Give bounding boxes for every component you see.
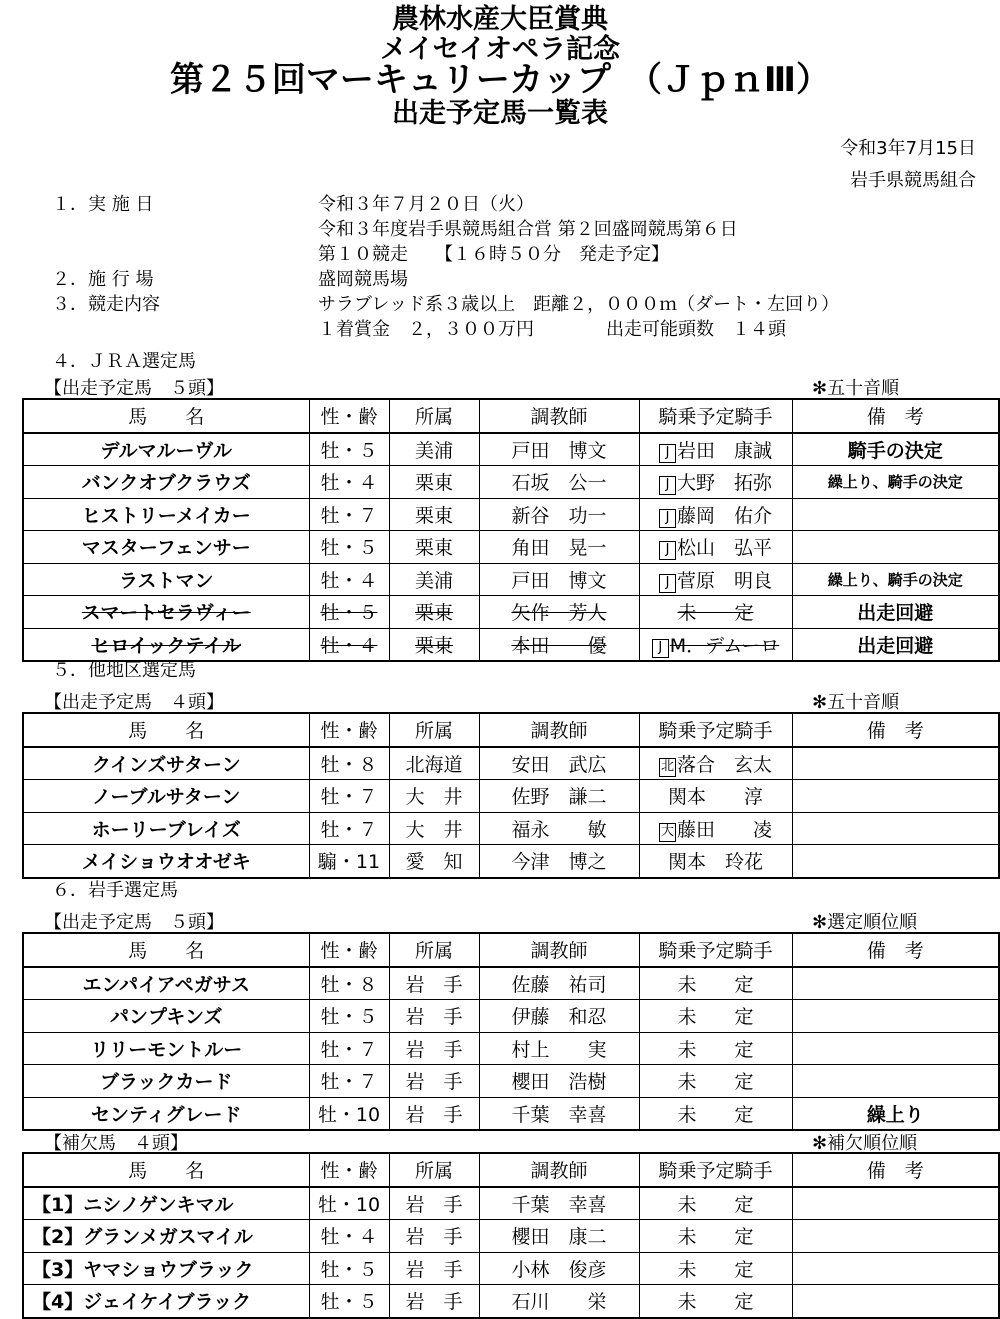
jockey-name: 関本 淳 (667, 786, 763, 809)
remarks: 繰上り (792, 1097, 999, 1130)
jockey-affiliation-badge: J (652, 639, 669, 658)
sex-age: 牡・５ (309, 1252, 389, 1285)
sort-order-note: ✻五十音順 (812, 378, 900, 399)
remarks (792, 1000, 999, 1033)
jockey (639, 812, 792, 845)
column-header: 騎乗予定騎手 (639, 933, 792, 967)
affiliation: 岩 手 (389, 967, 479, 1000)
section-subtitle: 【補欠馬 ４頭】 (44, 1133, 188, 1154)
table-row (23, 1032, 999, 1065)
column-header: 性・齢 (309, 399, 389, 433)
table-row (23, 563, 999, 596)
horse-name: パンプキンズ (23, 1000, 309, 1033)
award-title: 農林水産大臣賞典 (392, 4, 608, 35)
column-header: 所属 (389, 713, 479, 747)
trainer: 櫻田 浩樹 (479, 1065, 639, 1098)
affiliation: 美浦 (389, 433, 479, 466)
column-header: 調教師 (479, 399, 639, 433)
jockey-name: 未 定 (677, 1193, 754, 1216)
column-header: 所属 (389, 1153, 479, 1187)
sex-age: 牡・５ (309, 433, 389, 466)
table-row (23, 1065, 999, 1098)
sex-age: 牡・10 (309, 1187, 389, 1220)
horse-name: ホーリーブレイズ (23, 812, 309, 845)
jockey-name: 未 定 (677, 602, 754, 625)
jockey-affiliation-badge: 大 (659, 823, 676, 842)
jockey (639, 747, 792, 780)
jockey (639, 967, 792, 1000)
jockey (639, 780, 792, 813)
remarks (792, 1032, 999, 1065)
column-header: 所属 (389, 399, 479, 433)
sex-age: 牡・４ (309, 628, 389, 661)
sex-age: 牡・７ (309, 780, 389, 813)
jockey-name: 未 定 (677, 1258, 754, 1281)
jockey-name: 未 定 (677, 1291, 754, 1314)
trainer: 戸田 博文 (479, 563, 639, 596)
sex-age: 牡・４ (309, 466, 389, 499)
jockey-name: 藤田 凌 (676, 818, 772, 841)
sex-age: 牡・４ (309, 1220, 389, 1253)
info-venue: 盛岡競馬場 (318, 269, 408, 290)
horse-name: 【1】ニシノゲンキマル (23, 1187, 309, 1220)
jockey (639, 531, 792, 564)
column-header: 備 考 (792, 399, 999, 433)
trainer: 新谷 功一 (479, 498, 639, 531)
jockey-name: 菅原 明良 (676, 569, 772, 592)
trainer: 千葉 幸喜 (479, 1097, 639, 1130)
horse-name: ノーブルサターン (23, 780, 309, 813)
jockey-affiliation-badge: J (659, 476, 676, 495)
affiliation: 岩 手 (389, 1032, 479, 1065)
jockey-affiliation-badge: J (659, 509, 676, 528)
remarks (792, 1220, 999, 1253)
remarks (792, 967, 999, 1000)
memorial-title: メイセイオペラ記念 (379, 34, 621, 65)
horse-name: スマートセラヴィー (23, 596, 309, 629)
column-header: 馬 名 (23, 399, 309, 433)
column-header: 所属 (389, 933, 479, 967)
horse-name: ヒストリーメイカー (23, 498, 309, 531)
trainer: 矢作 芳人 (479, 596, 639, 629)
trainer: 櫻田 康二 (479, 1220, 639, 1253)
jockey (639, 628, 792, 661)
table-row (23, 1252, 999, 1285)
jockey (639, 1220, 792, 1253)
affiliation: 栗東 (389, 466, 479, 499)
remarks (792, 498, 999, 531)
table-row (23, 596, 999, 629)
entry-table (22, 398, 1000, 662)
remarks: 繰上り、騎手の決定 (792, 563, 999, 596)
affiliation: 北海道 (389, 747, 479, 780)
sex-age: 牡・５ (309, 531, 389, 564)
entry-table (22, 1152, 1000, 1319)
trainer: 角田 晃一 (479, 531, 639, 564)
section-subtitle: 【出走予定馬 ５頭】 (44, 378, 224, 399)
jockey-name: 岩田 康誠 (676, 439, 772, 462)
trainer: 石川 栄 (479, 1285, 639, 1318)
remarks (792, 531, 999, 564)
horse-name: リリーモントルー (23, 1032, 309, 1065)
affiliation: 大 井 (389, 812, 479, 845)
remarks (792, 1252, 999, 1285)
jockey-affiliation-badge: J (659, 541, 676, 560)
jockey-name: 大野 拓弥 (676, 472, 772, 495)
table-header-row (23, 399, 999, 433)
remarks: 出走回避 (792, 596, 999, 629)
section-subtitle: 【出走予定馬 ４頭】 (44, 692, 224, 713)
jockey-name: 関本 玲花 (667, 851, 763, 874)
jockey-name: 落合 玄太 (676, 753, 772, 776)
horse-name: クインズサターン (23, 747, 309, 780)
list-title: 出走予定馬一覧表 (392, 98, 608, 129)
info-race-line2: １着賞金 ２，３００万円 出走可能頭数 １４頭 (318, 319, 786, 340)
remarks (792, 780, 999, 813)
trainer: 村上 実 (479, 1032, 639, 1065)
info-date-line1: 令和３年７月２０日（火） (318, 194, 534, 215)
table-row (23, 1187, 999, 1220)
horse-name: 【3】ヤマショウブラック (23, 1252, 309, 1285)
table-row (23, 967, 999, 1000)
sex-age: 牡・４ (309, 563, 389, 596)
table-row (23, 747, 999, 780)
jockey-name: 未 定 (677, 1103, 754, 1126)
affiliation: 岩 手 (389, 1000, 479, 1033)
jockey (639, 1032, 792, 1065)
jockey-affiliation-badge: J (659, 574, 676, 593)
jockey (639, 1097, 792, 1130)
info-label-date: １．実 施 日 (52, 194, 154, 215)
affiliation: 岩 手 (389, 1065, 479, 1098)
jockey (639, 433, 792, 466)
table-row (23, 1000, 999, 1033)
column-header: 備 考 (792, 1153, 999, 1187)
horse-name: マスターフェンサー (23, 531, 309, 564)
affiliation: 岩 手 (389, 1187, 479, 1220)
trainer: 石坂 公一 (479, 466, 639, 499)
jockey-name: 未 定 (677, 1006, 754, 1029)
trainer: 伊藤 和忍 (479, 1000, 639, 1033)
affiliation: 岩 手 (389, 1285, 479, 1318)
info-date-line2: 令和３年度岩手県競馬組合営 第２回盛岡競馬第６日 (318, 219, 738, 240)
trainer: 千葉 幸喜 (479, 1187, 639, 1220)
column-header: 調教師 (479, 933, 639, 967)
section-title: ６．岩手選定馬 (52, 880, 178, 901)
trainer: 佐野 謙二 (479, 780, 639, 813)
trainer: 福永 敏 (479, 812, 639, 845)
jockey-affiliation-badge: 北 (659, 758, 676, 777)
table-row (23, 466, 999, 499)
affiliation: 美浦 (389, 563, 479, 596)
remarks (792, 1187, 999, 1220)
jockey-name: 未 定 (677, 973, 754, 996)
jockey (639, 845, 792, 878)
sex-age: 牡・７ (309, 812, 389, 845)
sex-age: 牡・５ (309, 1000, 389, 1033)
remarks (792, 747, 999, 780)
column-header: 調教師 (479, 1153, 639, 1187)
jockey-name: 未 定 (677, 1071, 754, 1094)
sort-order-note: ✻補欠順位順 (812, 1133, 918, 1154)
jockey (639, 596, 792, 629)
trainer: 本田 優 (479, 628, 639, 661)
organization: 岩手県競馬組合 (850, 170, 976, 191)
column-header: 騎乗予定騎手 (639, 1153, 792, 1187)
remarks (792, 845, 999, 878)
jockey (639, 1065, 792, 1098)
race-title: 第２５回マーキュリーカップ （ＪｐｎⅢ） (169, 60, 831, 100)
trainer: 安田 武広 (479, 747, 639, 780)
jockey-name: M．デムーロ (669, 634, 780, 657)
jockey (639, 563, 792, 596)
section-subtitle: 【出走予定馬 ５頭】 (44, 912, 224, 933)
column-header: 性・齢 (309, 933, 389, 967)
info-race-line1: サラブレッド系３歳以上 距離２，０００ｍ（ダート・左回り） (318, 294, 840, 315)
jockey-name: 未 定 (677, 1038, 754, 1061)
table-row (23, 812, 999, 845)
horse-name: バンクオブクラウズ (23, 466, 309, 499)
table-header-row (23, 1153, 999, 1187)
column-header: 馬 名 (23, 713, 309, 747)
entry-table (22, 712, 1000, 879)
column-header: 備 考 (792, 933, 999, 967)
table-row (23, 1097, 999, 1130)
affiliation: 栗東 (389, 531, 479, 564)
entry-table (22, 932, 1000, 1131)
trainer: 小林 俊彦 (479, 1252, 639, 1285)
table-header-row (23, 713, 999, 747)
affiliation: 岩 手 (389, 1220, 479, 1253)
sex-age: 騸・11 (309, 845, 389, 878)
sort-order-note: ✻選定順位順 (812, 912, 918, 933)
horse-name: エンパイアペガサス (23, 967, 309, 1000)
horse-name: 【2】グランメガスマイル (23, 1220, 309, 1253)
affiliation: 岩 手 (389, 1252, 479, 1285)
affiliation: 栗東 (389, 596, 479, 629)
info-date-line3: 第１０競走 【１６時５０分 発走予定】 (318, 244, 669, 265)
remarks: 騎手の決定 (792, 433, 999, 466)
section-title: ５．他地区選定馬 (52, 660, 196, 681)
sort-order-note: ✻五十音順 (812, 692, 900, 713)
jockey (639, 466, 792, 499)
horse-name: ヒロイックテイル (23, 628, 309, 661)
jockey (639, 498, 792, 531)
remarks: 繰上り、騎手の決定 (792, 466, 999, 499)
remarks: 出走回避 (792, 628, 999, 661)
sex-age: 牡・７ (309, 498, 389, 531)
sex-age: 牡・８ (309, 967, 389, 1000)
column-header: 馬 名 (23, 1153, 309, 1187)
column-header: 備 考 (792, 713, 999, 747)
affiliation: 岩 手 (389, 1097, 479, 1130)
column-header: 馬 名 (23, 933, 309, 967)
sex-age: 牡・10 (309, 1097, 389, 1130)
table-header-row (23, 933, 999, 967)
affiliation: 愛 知 (389, 845, 479, 878)
trainer: 今津 博之 (479, 845, 639, 878)
sex-age: 牡・７ (309, 1032, 389, 1065)
issue-date: 令和3年7月15日 (840, 138, 976, 159)
column-header: 騎乗予定騎手 (639, 713, 792, 747)
jockey-name: 松山 弘平 (676, 537, 772, 560)
affiliation: 大 井 (389, 780, 479, 813)
column-header: 調教師 (479, 713, 639, 747)
jockey-name: 未 定 (677, 1226, 754, 1249)
horse-name: ラストマン (23, 563, 309, 596)
table-row (23, 780, 999, 813)
column-header: 性・齢 (309, 713, 389, 747)
trainer: 戸田 博文 (479, 433, 639, 466)
horse-name: 【4】ジェイケイブラック (23, 1285, 309, 1318)
table-row (23, 1220, 999, 1253)
info-label-race: ３．競走内容 (52, 294, 160, 315)
column-header: 騎乗予定騎手 (639, 399, 792, 433)
jockey (639, 1000, 792, 1033)
column-header: 性・齢 (309, 1153, 389, 1187)
sex-age: 牡・８ (309, 747, 389, 780)
sex-age: 牡・５ (309, 596, 389, 629)
horse-name: デルマルーヴル (23, 433, 309, 466)
sex-age: 牡・５ (309, 1285, 389, 1318)
section-title: ４．ＪＲＡ選定馬 (52, 351, 196, 372)
horse-name: センティグレード (23, 1097, 309, 1130)
jockey (639, 1252, 792, 1285)
affiliation: 栗東 (389, 628, 479, 661)
jockey-name: 藤岡 佑介 (676, 504, 772, 527)
table-row (23, 433, 999, 466)
jockey (639, 1187, 792, 1220)
sex-age: 牡・７ (309, 1065, 389, 1098)
remarks (792, 1065, 999, 1098)
horse-name: ブラックカード (23, 1065, 309, 1098)
table-row (23, 531, 999, 564)
table-row (23, 845, 999, 878)
affiliation: 栗東 (389, 498, 479, 531)
jockey-affiliation-badge: J (659, 444, 676, 463)
remarks (792, 812, 999, 845)
horse-name: メイショウオオゼキ (23, 845, 309, 878)
table-row (23, 498, 999, 531)
trainer: 佐藤 祐司 (479, 967, 639, 1000)
info-label-venue: ２．施 行 場 (52, 269, 154, 290)
